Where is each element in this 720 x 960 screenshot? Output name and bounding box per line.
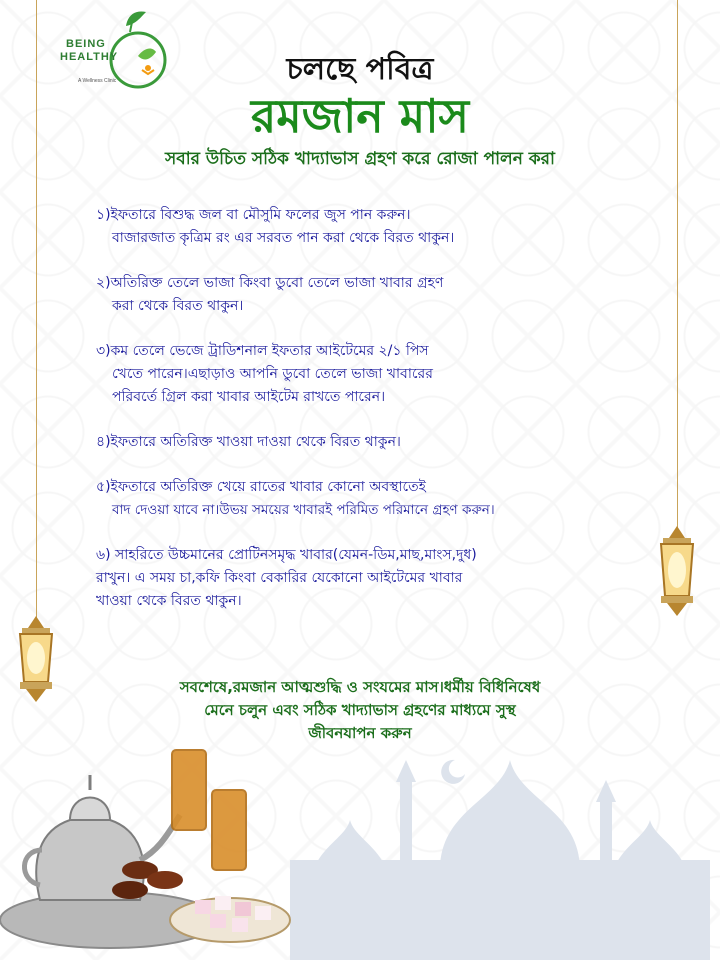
tip-line: পরিবর্তে গ্রিল করা খাবার আইটেম রাখতে পারেন।: [112, 389, 386, 405]
page-title: রমজান মাস: [250, 89, 470, 143]
tip-line: খাওয়া থেকে বিরত থাকুন।: [96, 593, 242, 609]
tip-line: করা থেকে বিরত থাকুন।: [112, 298, 244, 314]
list-item: [96, 431, 676, 454]
closing-line: সবশেষে,রমজান আত্মশুদ্ধি ও সংযমের মাস।ধর্মীয় বিধিনিষেধ: [179, 678, 541, 696]
tip-line: ৬) সাহরিতে উচ্চমানের প্রোটিনসমৃদ্ধ খাবার(যেমন-ডিম,মাছ,মাংস,দুধ): [96, 547, 477, 563]
tip-line: ১)ইফতারে বিশুদ্ধ জল বা মৌসুমি ফলের জুস পান করুন।: [96, 207, 411, 223]
closing-line: মেনে চলুন এবং সঠিক খাদ্যাভাস গ্রহণের মাধ্যমে সুস্থ: [204, 701, 516, 719]
tip-line: ৫)ইফতারে অতিরিক্ত খেয়ে রাতের খাবার কোনো অবস্থাতেই: [96, 479, 426, 495]
logo-tagline: A Wellness Clinic: [78, 78, 117, 84]
tip-line: বাজারজাত কৃত্রিম রং এর সরবত পান করা থেকে বিরত থাকুন।: [112, 230, 455, 246]
logo-line2: HEALTHY: [60, 51, 119, 63]
tea-set-illustration: [0, 720, 300, 960]
list-item: [96, 272, 676, 318]
closing-line: জীবনযাপন করুন: [308, 724, 412, 742]
list-item: [96, 340, 676, 409]
list-item: [96, 204, 676, 250]
list-item: [96, 476, 676, 522]
tip-line: রাখুন। এ সময় চা,কফি কিংবা বেকারির যেকোনো আইটেমের খাবার: [96, 570, 463, 586]
tip-line: খেতে পারেন।এছাড়াও আপনি ডুবো তেলে ভাজা খাবারের: [112, 366, 433, 382]
logo-line1: BEING: [66, 38, 106, 50]
mosque-silhouette-icon: [250, 740, 720, 960]
tip-line: ৩)কম তেলে ভেজে ট্রাডিশনাল ইফতার আইটেমের ২/১ পিস: [96, 343, 429, 359]
tip-line: বাদ দেওয়া যাবে না।উভয় সময়ের খাবারই পরিমিত পরিমানে গ্রহণ করুন।: [112, 502, 495, 518]
tip-line: ২)অতিরিক্ত তেলে ভাজা কিংবা ডুবো তেলে ভাজা খাবার গ্রহণ: [96, 275, 444, 291]
page-subtitle: সবার উচিত সঠিক খাদ্যাভাস গ্রহণ করে রোজা পালন করা: [165, 149, 555, 169]
page-title-small: চলছে পবিত্র: [286, 52, 434, 87]
tea-glass-icon: [172, 750, 246, 870]
list-item: [96, 544, 676, 613]
tip-line: ৪)ইফতারে অতিরিক্ত খাওয়া দাওয়া থেকে বিরত থাকুন।: [96, 434, 401, 450]
tips-list: [96, 204, 676, 635]
